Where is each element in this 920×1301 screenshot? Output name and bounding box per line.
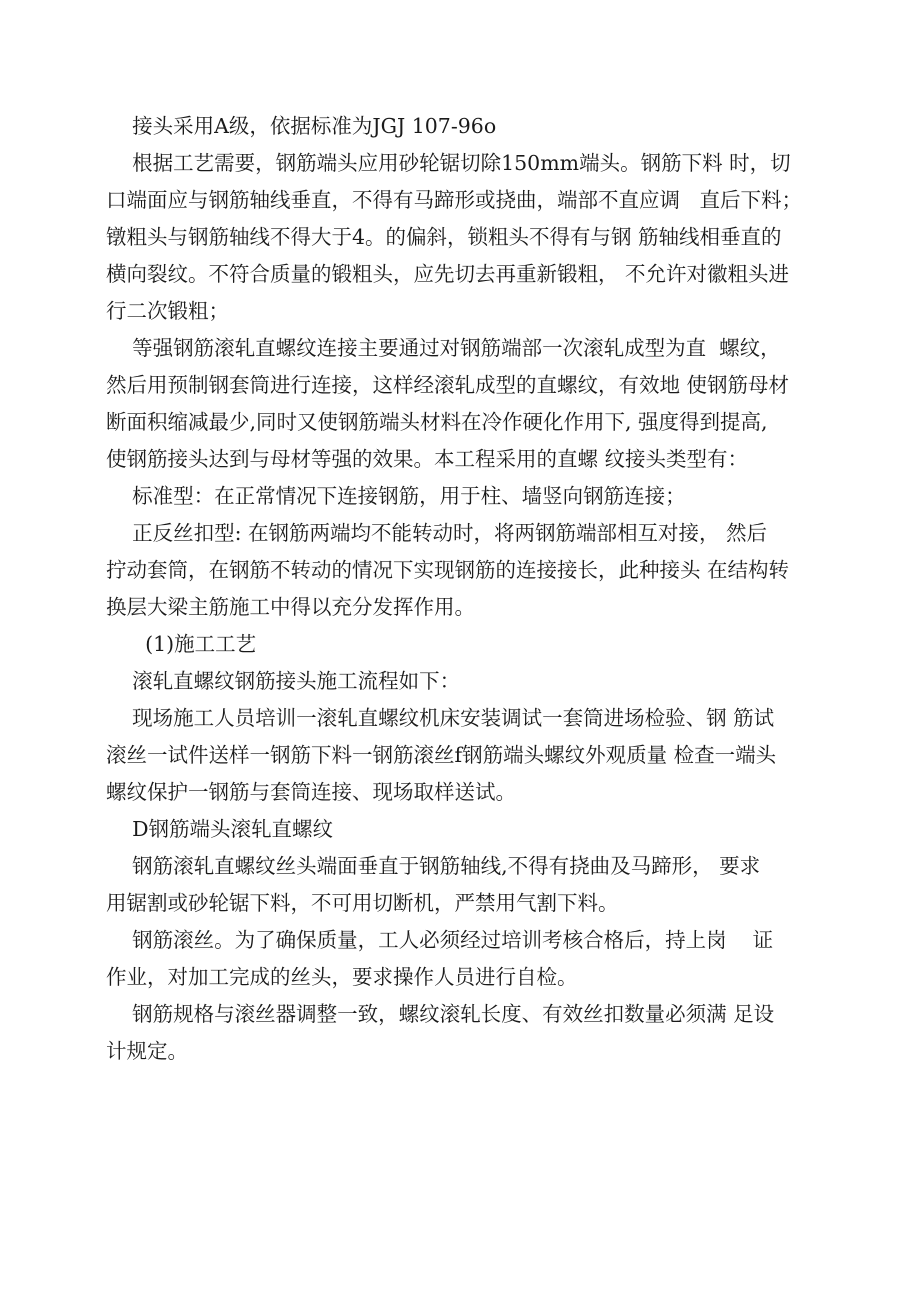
text-line: 拧动套筒，在钢筋不转动的情况下实现钢筋的连接接长，此种接头 在结构转 [106, 558, 790, 582]
text-line: 钢筋滚轧直螺纹丝头端面垂直于钢筋轴线,不得有挠曲及马蹄形， 要求 [106, 854, 761, 878]
text-line: 正反丝扣型: 在钢筋两端均不能转动时，将两钢筋端部相互对接， 然后 [106, 521, 768, 545]
text-line: 口端面应与钢筋轴线垂直，不得有马蹄形或挠曲，端部不直应调 直后下料； [106, 188, 803, 212]
text-line: 换层大梁主筋施工中得以充分发挥作用。 [106, 595, 475, 619]
text-line: 然后用预制钢套筒进行连接，这样经滚轧成型的直螺纹，有效地 使钢筋母材 [106, 373, 790, 397]
text-line: 钢筋规格与滚丝器调整一致，螺纹滚轧长度、有效丝扣数量必须满 足设 [106, 1002, 775, 1026]
text-line: 钢筋滚丝。为了确保质量，工人必须经过培训考核合格后，持上岗 证 [106, 928, 774, 952]
subsection-heading: D钢筋端头滚轧直螺纹 [106, 817, 334, 841]
text-line: 螺纹保护一钢筋与套筒连接、现场取样送试。 [106, 780, 516, 804]
text-line: 标准型：在正常情况下连接钢筋，用于柱、墙竖向钢筋连接； [106, 484, 686, 508]
text-line: 使钢筋接头达到与母材等强的效果。本工程采用的直螺 纹接头类型有： [106, 447, 749, 471]
text-line: 横向裂纹。不符合质量的锻粗头，应先切去再重新锻粗， 不允许对徽粗头进 [106, 262, 790, 286]
text-line: 滚轧直螺纹钢筋接头施工流程如下： [106, 669, 461, 693]
text-line: 等强钢筋滚轧直螺纹连接主要通过对钢筋端部一次滚轧成型为直 螺纹， [106, 336, 781, 360]
text-line: 接头采用A级，依据标准为JGJ 107-96o [106, 114, 497, 138]
text-line: 用锯割或砂轮锯下料，不可用切断机，严禁用气割下料。 [106, 891, 619, 915]
text-line: 计规定。 [106, 1039, 188, 1063]
text-line: 行二次锻粗； [106, 299, 229, 323]
section-heading: (1)施工工艺 [106, 632, 257, 656]
text-line: 现场施工人员培训一滚轧直螺纹机床安装调试一套筒进场检验、钢 筋试 [106, 706, 775, 730]
text-line: 作业，对加工完成的丝头，要求操作人员进行自检。 [106, 965, 578, 989]
text-line: 根据工艺需要，钢筋端头应用砂轮锯切除150mm端头。钢筋下料 时，切 [106, 151, 791, 175]
text-line: 镦粗头与钢筋轴线不得大于4。的偏斜，锁粗头不得有与钢 筋轴线相垂直的 [106, 225, 782, 249]
text-line: 滚丝一试件送样一钢筋下料一钢筋滚丝f钢筋端头螺纹外观质量 检查一端头 [106, 743, 777, 767]
text-line: 断面积缩减最少,同时又使钢筋端头材料在冷作硬化作用下, 强度得到提高, [106, 410, 768, 434]
